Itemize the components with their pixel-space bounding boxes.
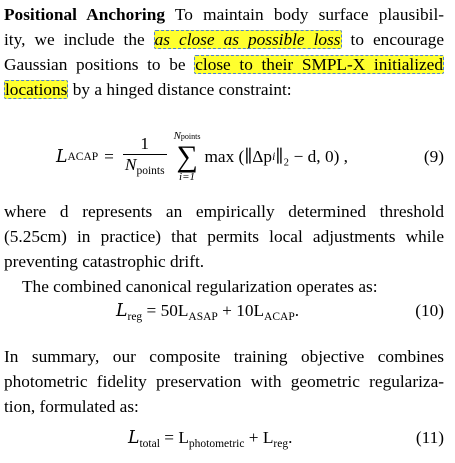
eq9-sum-bot: i=1 bbox=[179, 171, 196, 183]
eq9-equals: = bbox=[104, 147, 114, 166]
para1-line1 bbox=[4, 3, 444, 27]
eq9-sum-top: Npoints bbox=[173, 130, 201, 142]
eq11-plus: + L bbox=[248, 428, 274, 447]
eq10-plus-sub: ACAP bbox=[264, 311, 295, 323]
eq9-fraction bbox=[123, 134, 167, 181]
eq9-frac-den: $N_{points}$ bbox=[124, 154, 165, 177]
para1-line4 bbox=[4, 78, 444, 102]
eq9-summation bbox=[174, 131, 201, 183]
eq9-lhs: L bbox=[56, 147, 68, 167]
equation-10-body bbox=[116, 296, 299, 332]
eq10-plus: + 10L bbox=[222, 301, 265, 320]
equation-9-body bbox=[56, 122, 348, 192]
eq9-lhs-sub: ACAP bbox=[67, 151, 99, 163]
para2-line4: The combined canonical regularization operates as: bbox=[22, 277, 378, 296]
eq9-body: max (∥Δp bbox=[204, 147, 273, 166]
para1-line2-b: to encourage bbox=[350, 30, 445, 49]
eq9-body-rest: ∥₂ − d, 0) , bbox=[275, 147, 348, 166]
para3-line3: tion, formulated as: bbox=[4, 397, 139, 416]
eq9-number: (9) bbox=[423, 147, 444, 166]
equation-11 bbox=[4, 423, 444, 453]
equation-9 bbox=[4, 122, 444, 192]
eq10-mid-sub: ASAP bbox=[188, 311, 218, 323]
highlight-locations[interactable]: locations bbox=[5, 80, 68, 99]
eq9-frac-num: 1 bbox=[123, 134, 167, 155]
para3-line2: photometric fidelity preservation with geometric regulariza- bbox=[4, 372, 444, 391]
para1-line1-text: To maintain body surface plausibil- bbox=[174, 5, 444, 24]
para1-line3 bbox=[4, 53, 444, 77]
eq10-lhs-sub: reg bbox=[127, 311, 143, 323]
section-heading: Positional Anchoring bbox=[4, 5, 165, 24]
para1-line4-b: by a hinged distance constraint: bbox=[72, 80, 292, 99]
eq11-lhs: L bbox=[128, 428, 140, 448]
eq10-mid: = 50L bbox=[146, 301, 189, 320]
para1-line3-a: Gaussian positions to be bbox=[4, 55, 186, 74]
para2-line2: (5.25cm) in practice) that permits local adjustments while bbox=[4, 227, 444, 246]
eq11-mid-sub: photometric bbox=[188, 438, 245, 450]
eq11-plus-sub: reg bbox=[273, 438, 289, 450]
sigma-symbol: ∑ bbox=[176, 140, 198, 173]
eq10-number: (10) bbox=[415, 301, 444, 320]
para1-line2 bbox=[4, 28, 444, 52]
equation-10 bbox=[4, 296, 444, 326]
eq11-lhs-sub: total bbox=[139, 438, 160, 450]
para2-line1: where d represents an empirically determined threshold bbox=[4, 202, 444, 221]
eq11-mid: = L bbox=[164, 428, 189, 447]
eq11-end: . bbox=[288, 428, 293, 447]
eq10-end: . bbox=[294, 301, 300, 320]
para2-line3: preventing catastrophic drift. bbox=[4, 252, 205, 271]
para1-line2-a: ity, we include the bbox=[4, 30, 145, 49]
highlight-as-close-as-possible[interactable]: as close as possible loss bbox=[154, 30, 341, 49]
eq10-lhs: L bbox=[116, 301, 128, 321]
para3-line1: In summary, our composite training objective combines bbox=[4, 347, 444, 366]
equation-11-body bbox=[128, 423, 292, 459]
highlight-smplx-init[interactable]: close to their SMPL-X initialized bbox=[195, 55, 443, 74]
eq11-number: (11) bbox=[415, 428, 444, 447]
eq9-body-sub: i bbox=[272, 151, 276, 163]
